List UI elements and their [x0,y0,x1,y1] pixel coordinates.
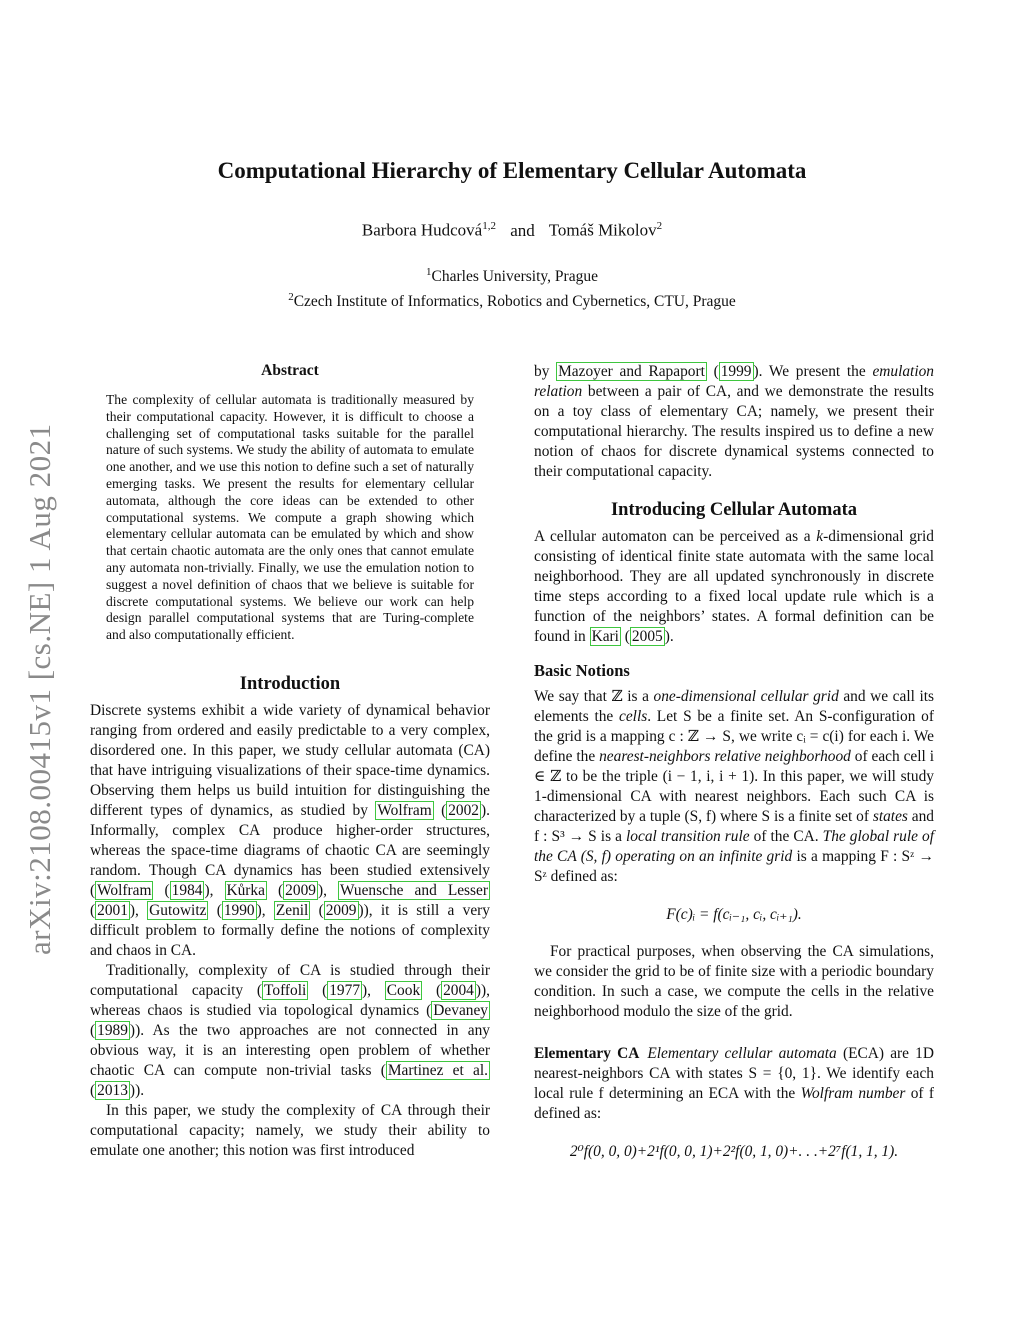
cite-link[interactable]: 1990 [223,901,255,919]
cite-link[interactable]: 1989 [97,1021,128,1039]
elementary-ca-runin: Elementary CA [534,1045,640,1062]
abstract-text: The complexity of cellular automata is traditionally measured by their computational capacity. However, it is difficult to choose a challenging set of computational tasks suitable for the parallel nature of such systems. We study the ability of automata to emulate one another, and we use this notion to define such a set of naturally emerging tasks. We present the results for elementary cellular automata, although the core ideas can be extended to other computational systems. We compute a graph showing which elementary cellular automata can be emulated by which and show that certain chaotic automata are the only ones that cannot emulate any automata non-trivially. Finally, we use the emulation notion to suggest a novel definition of chaos that we believe is suitable for discrete computational systems. We believe our work can help design parallel computational systems that are Turing-complete and also computationally efficient. [106,392,474,643]
cite-link[interactable]: Cook [386,981,421,999]
cite-link[interactable]: Kari [591,628,619,645]
author-2: Tomáš Mikolov [548,220,657,240]
right-column [534,362,934,1179]
affil-1-mark: 1 [426,266,432,278]
affiliation-2 [0,287,1024,312]
basic-notions-heading: Basic Notions [534,661,630,680]
cite-link[interactable]: Zenil [275,901,309,919]
cite-link[interactable]: 2004 [443,981,474,999]
affil-2-text: Czech Institute of Informatics, Robotics and Cybernetics, CTU, Prague [293,293,736,311]
intro-paragraph-1: Discrete systems exhibit a wide variety of dynamical behavior ranging from ordered and easily predictable to a very complex, disordered one. In this paper, we study cellular automata (CA) that have intriguing visualizations of their space-time dynamics. Observing them helps us build intuition for distinguishing the different types of dynamics, as studied by Wolfram ( 2002 ). Informally, complex CA produce higher-order structures, whereas the space-time diagrams of chaotic CA are seemingly random. Though CA dynamics has been studied extensively ( Wolfram ( 1984 ), Kůrka ( 2009 ), Wuensche and Lesser ( 2001 ), Gutowitz ( 1990 ), Zenil ( 2009 )), it is still a very difficult problem to formally define the notions of complexity and chaos in CA. [90,701,490,959]
author-line [0,220,1024,241]
cite-link[interactable]: Kůrka [226,881,265,899]
cite-link[interactable]: Toffoli [264,981,307,999]
arxiv-side-stamp: arXiv:2108.00415v1 [cs.NE] 1 Aug 2021 [22,423,57,955]
left-column [90,362,490,1161]
cite-link[interactable]: 2009 [325,901,357,919]
intro-paragraph-3: In this paper, we study the complexity of CA through their computational capacity; namely, we study their ability to emulate one another; this notion was first introduced [90,1101,490,1159]
affiliation-1 [0,262,1024,287]
author-1: Barbora Hudcová [361,220,483,240]
cite-link[interactable]: Wolfram [377,801,432,819]
cite-link[interactable]: 1984 [171,881,203,899]
cite-link[interactable]: Martinez et al. [387,1061,489,1079]
cite-link[interactable]: 2013 [97,1081,128,1099]
cite-link[interactable]: 2001 [97,901,128,919]
cite-link[interactable]: 1999 [720,363,752,380]
introducing-ca-paragraph: A cellular automaton can be perceived as a k-dimensional grid consisting of identical finite state automata with the same local neighborhood. They are all updated synchronously in discrete time steps according to a fixed local update rule which is a function of the neighbors’ states. A formal definition can be found in Kari ( 2005 ). [534,528,934,645]
cite-link[interactable]: 2002 [448,801,479,819]
affil-2-mark: 2 [288,291,294,304]
cite-link[interactable]: Wolfram [97,881,152,899]
paper-title: Computational Hierarchy of Elementary Cellular Automata [217,158,807,183]
cite-link[interactable]: Mazoyer and Rapaport [558,363,705,380]
basic-notions-paragraph-2: For practical purposes, when observing the CA simulations, we consider the grid to be of finite size with a periodic boundary condition. In such a case, we compute the cells in the relative neighborhood modulo the size of the grid. [534,943,934,1020]
basic-notions-paragraph: We say that ℤ is a one-dimensional cellular grid and we call its elements the cells. Let S be a finite set. An S-configuration of the grid is a mapping c : ℤ → S, we write cᵢ = c(i) for each i. We define the nearest-neighbors relative neighborhood of each cell i ∈ ℤ to be the triple (i − 1, i, i + 1). In this paper, we will study 1-dimensional CA with nearest neighbors. Each such CA is characterized by a tuple (S, f) where S is a finite set of states and f : S³ → S is a local transition rule of the CA. The global rule of the CA (S, f) operating on an infinite grid is a mapping F : Sᶻ → Sᶻ defined as: [534,688,935,885]
elementary-ca-paragraph: Elementary CA Elementary cellular automata (ECA) are 1D nearest-neighbors CA with states S = {0, 1}. We identify each local rule f determining an ECA with the Wolfram number of f defined as: [534,1045,934,1122]
author-1-affil: 1,2 [482,220,496,232]
intro-paragraph-2: Traditionally, complexity of CA is studied through their computational capacity ( Toffoli ( 1977 ), Cook ( 2004 )), whereas chaos is studied via topological dynamics ( Devaney ( 1989 )). As the two approaches are not connected in any obvious way, it is an interesting open problem of whether chaotic CA can compute non-trivial tasks ( Martinez et al. ( 2013 )). [90,961,490,1099]
cite-link[interactable]: 2005 [631,628,663,645]
affiliations [0,262,1024,312]
introduction-heading: Introduction [239,673,341,694]
wolfram-number-formula: 2⁰f(0, 0, 0)+2¹f(0, 0, 1)+2²f(0, 1, 0)+. . .+2⁷f(1, 1, 1). [569,1143,899,1160]
cite-link[interactable]: 1977 [329,981,361,999]
abstract-heading: Abstract [261,362,319,379]
affil-1-text: Charles University, Prague [431,268,598,286]
cite-link[interactable]: Devaney [433,1001,488,1019]
cite-link[interactable]: Wuensche and Lesser [340,881,488,899]
global-rule-formula: F(c)ᵢ = f(cᵢ₋₁, cᵢ, cᵢ₊₁). [666,906,802,923]
intro-continued: by Mazoyer and Rapaport ( 1999 ). We present the emulation relation between a pair of CA, and we demonstrate the results on a toy class of elementary CA; namely, we present their computational hierarchy. The results inspired us to define a new notion of chaos for discrete dynamical systems connected to their computational capacity. [534,363,934,480]
cite-link[interactable]: Gutowitz [149,901,207,919]
author-2-affil: 2 [656,220,663,232]
author-and: and [510,220,535,240]
cite-link[interactable]: 2009 [285,881,316,899]
introducing-ca-heading: Introducing Cellular Automata [610,500,857,520]
